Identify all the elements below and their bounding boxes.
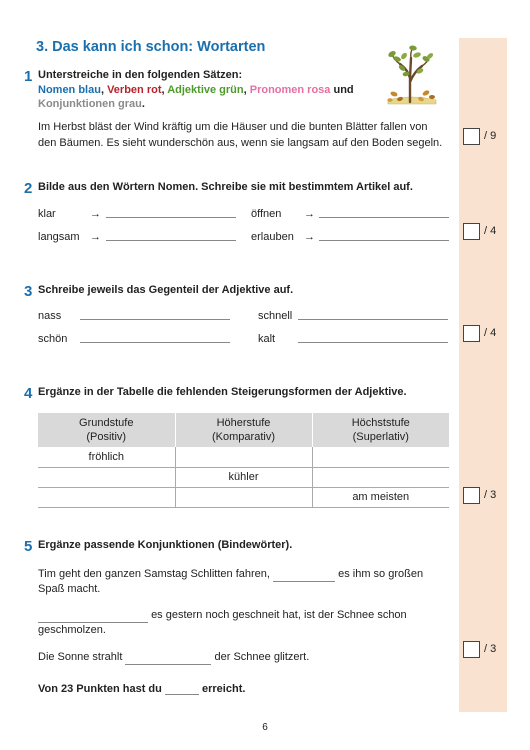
answer-line-kalt[interactable] [298, 331, 448, 343]
task2-word-oeffnen: öffnen [251, 208, 282, 220]
answer-line-konjunktion-3[interactable] [125, 653, 211, 665]
arrow-icon: → [90, 231, 101, 243]
answer-line-konjunktion-1[interactable] [273, 570, 335, 582]
total-points: Von 23 Punkten hast du erreicht. [38, 683, 246, 695]
legend-nomen: Nomen blau [38, 84, 101, 96]
task2-word-erlauben: erlauben [251, 231, 294, 243]
task5-number: 5 [24, 538, 33, 555]
table-cell-input[interactable] [38, 467, 175, 487]
answer-line-erlauben[interactable] [319, 229, 449, 241]
total-points-input[interactable] [165, 683, 199, 695]
task5-instruction: Ergänze passende Konjunktionen (Bindewörter). [38, 539, 293, 551]
task5-sentence-1: Tim geht den ganzen Samstag Schlitten fahren, es ihm so großen [38, 568, 424, 580]
task2-score-box[interactable] [463, 223, 480, 240]
legend-konjunktionen: Konjunktionen grau [38, 98, 142, 110]
task1-instruction: Unterstreiche in den folgenden Sätzen: [38, 69, 243, 81]
answer-line-schoen[interactable] [80, 331, 230, 343]
task4-number: 4 [24, 385, 33, 402]
autumn-tree-icon [380, 44, 442, 108]
legend-pronomen: Pronomen rosa [249, 84, 331, 96]
arrow-icon: → [304, 231, 315, 243]
table-cell-input[interactable] [38, 487, 175, 507]
task3-score-label: / 4 [484, 327, 497, 339]
table-cell: am meisten [312, 487, 449, 507]
answer-line-schnell[interactable] [298, 308, 448, 320]
table-cell: kühler [175, 467, 312, 487]
table-row [38, 487, 449, 507]
task5-score-label: / 3 [484, 643, 497, 655]
table-cell: fröhlich [38, 447, 175, 467]
task3-word-schoen: schön [38, 333, 68, 345]
header-hoeherstufe: Höherstufe (Komparativ) [175, 413, 312, 447]
answer-line-oeffnen[interactable] [319, 206, 449, 218]
table-header-row [38, 413, 449, 447]
comparison-table [38, 413, 449, 508]
task3-score-box[interactable] [463, 325, 480, 342]
task2-score-label: / 4 [484, 225, 497, 237]
legend-und: und [333, 84, 354, 96]
task4-score-box[interactable] [463, 487, 480, 504]
task3-number: 3 [24, 283, 33, 300]
task5-sentence-3: Die Sonne strahlt der Schnee glitzert. [38, 651, 310, 663]
answer-line-klar[interactable] [106, 206, 236, 218]
task1-text-line-2[interactable]: den Bäumen. Es sieht wunderschön aus, wenn sie langsam auf den Boden segeln. [38, 137, 443, 149]
task3-instruction: Schreibe jeweils das Gegenteil der Adjektive auf. [38, 284, 294, 296]
task2-word-klar: klar [38, 208, 56, 220]
arrow-icon: → [304, 208, 315, 220]
task3-word-schnell: schnell [258, 310, 293, 322]
task5-score-box[interactable] [463, 641, 480, 658]
task1-score-box[interactable] [463, 128, 480, 145]
task4-score-label: / 3 [484, 489, 497, 501]
task3-word-kalt: kalt [258, 333, 276, 345]
task1-color-legend-2: Konjunktionen grau. [38, 98, 145, 110]
task2-instruction: Bilde aus den Wörtern Nomen. Schreibe sie mit bestimmtem Artikel auf. [38, 181, 413, 193]
table-row [38, 447, 449, 467]
table-cell-input[interactable] [175, 447, 312, 467]
task5-sentence-1-cont: Spaß macht. [38, 583, 101, 595]
table-cell-input[interactable] [175, 487, 312, 507]
answer-line-langsam[interactable] [106, 229, 236, 241]
page-title: 3. Das kann ich schon: Wortarten [36, 39, 266, 55]
task1-color-legend: Nomen blau, Verben rot, Adjektive grün, Pronomen rosa und [38, 84, 354, 96]
task2-number: 2 [24, 180, 33, 197]
legend-adjektive: Adjektive grün [167, 84, 244, 96]
header-grundstufe: Grundstufe (Positiv) [38, 413, 175, 447]
task2-word-langsam: langsam [38, 231, 80, 243]
task1-number: 1 [24, 68, 33, 85]
table-cell-input[interactable] [312, 467, 449, 487]
legend-verben: Verben rot [107, 84, 162, 96]
task5-sentence-2: es gestern noch geschneit hat, ist der Schnee schon [38, 607, 407, 623]
task4-instruction: Ergänze in der Tabelle die fehlenden Steigerungsformen der Adjektive. [38, 386, 407, 398]
table-row [38, 467, 449, 487]
table-cell-input[interactable] [312, 447, 449, 467]
answer-line-nass[interactable] [80, 308, 230, 320]
arrow-icon: → [90, 208, 101, 220]
page-number: 6 [262, 722, 268, 733]
task5-sentence-2-cont: geschmolzen. [38, 624, 106, 636]
task1-text-line-1[interactable]: Im Herbst bläst der Wind kräftig um die Häuser und die bunten Blätter fallen von [38, 121, 428, 133]
task3-word-nass: nass [38, 310, 62, 322]
task1-score-label: / 9 [484, 130, 497, 142]
header-hoechststufe: Höchststufe (Superlativ) [312, 413, 449, 447]
